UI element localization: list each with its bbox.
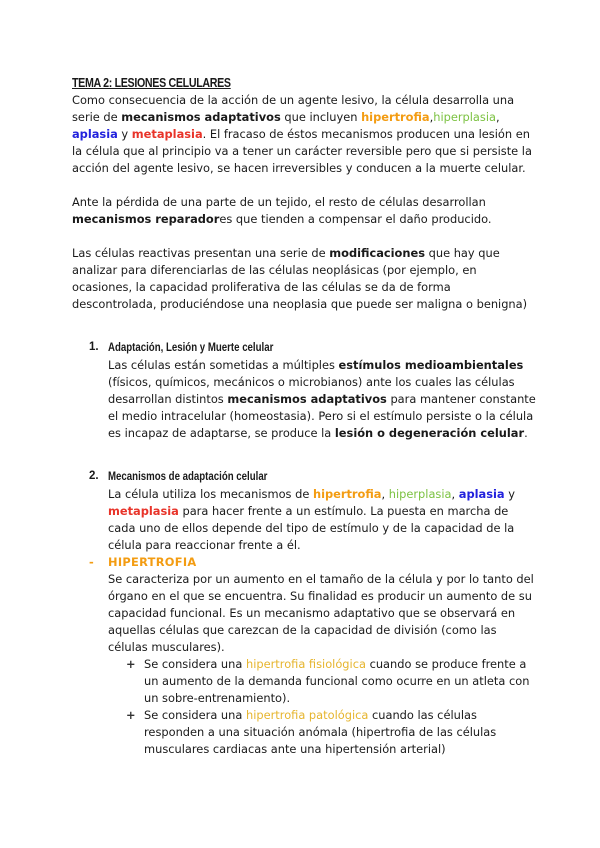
text: . El fracaso de éstos mecanismos producen una lesión en la célula que al principio va a tener un carácter reversible pero que si persiste la acción del agente lesivo, se hacen irreversibles y conducen a la muerte celular. — [72, 127, 532, 175]
section-number: 1. — [89, 341, 99, 353]
term-hiperplasia: hiperplasia — [433, 110, 496, 124]
text: cuando se produce frente a un aumento de la demanda funcional como ocurre en un atleta con un sobre-entrenamiento). — [144, 657, 530, 705]
text: , — [381, 487, 389, 501]
bullet-fisiologica — [108, 656, 537, 707]
term-aplasia: aplasia — [72, 127, 118, 141]
text: y — [504, 487, 515, 501]
text: para hacer frente a un estímulo. La puesta en marcha de cada uno de ellos depende del tipo de estímulo y de la capacidad de la célula para reaccionar frente a él. — [108, 504, 515, 552]
section-1-body — [108, 357, 537, 442]
text: Las células están sometidas a múltiples — [108, 358, 339, 372]
term-hipertrofia: hipertrofia — [312, 487, 382, 501]
text: (físicos, químicos, mecánicos o microbianos) ante los cuales las células desarrollan distintos — [108, 375, 515, 406]
subsection-body: Se caracteriza por un aumento en el tamaño de la célula y por lo tanto del órgano en el que se encuentra. Su finalidad es producir un aumento de su capacidad funcional. Es un mecanismo adaptativo que se observará en aquellas células que carezcan de la capacidad de división (como las células musculares). — [108, 572, 534, 654]
term-hiperplasia: hiperplasia — [388, 487, 452, 501]
title-line — [72, 74, 537, 92]
section-1 — [72, 339, 537, 442]
bullet-patologica — [108, 707, 537, 758]
text: cuando las células responden a una situación anómala (hipertrofia de las células musculares cardiacas ante una hipertensión arterial) — [144, 708, 497, 756]
highlight-term: hipertrofia fisiológica — [245, 657, 366, 671]
bold-term: modificaciones — [329, 246, 425, 260]
text: , — [429, 110, 434, 124]
text: , — [451, 487, 459, 501]
term-hipertrofia: hipertrofia — [361, 110, 430, 124]
text: Se considera una — [144, 657, 246, 671]
term-metaplasia: metaplasia — [108, 504, 179, 518]
highlight-term: hipertrofia patológica — [245, 708, 369, 722]
text: Las células reactivas presentan una serie de — [72, 246, 330, 260]
text: Se considera una — [144, 708, 246, 722]
bold-term: mecanismos adaptativos — [227, 392, 387, 406]
dash-marker: - — [89, 555, 94, 569]
term-aplasia: aplasia — [458, 487, 505, 501]
bold-term: estímulos medioambientales — [338, 358, 524, 372]
bullet-text — [144, 656, 537, 707]
bold-term: mecanismos reparador — [72, 212, 220, 226]
plus-marker: + — [126, 708, 136, 722]
document-page — [72, 74, 537, 758]
bullet-text — [144, 707, 537, 758]
bold-term: lesión o degeneración celular — [334, 426, 525, 440]
text: La célula utiliza los mecanismos de — [108, 487, 313, 501]
section-heading: Mecanismos de adaptación celular — [108, 471, 268, 483]
document-title: TEMA 2: LESIONES CELULARES — [72, 75, 231, 90]
reactive-paragraph — [72, 245, 537, 313]
text: . — [524, 426, 528, 440]
repair-paragraph — [72, 194, 537, 228]
bold-term: mecanismos adaptativos — [121, 110, 281, 124]
text: que hay que analizar para diferenciarlas de las células neoplásicas (por ejemplo, en ocasiones, la capacidad proliferativa de las células se da de forma descontrolada, produciéndose una neoplasia que puede ser maligna o benigna) — [72, 246, 528, 311]
text: y — [117, 127, 132, 141]
section-2 — [72, 468, 537, 758]
text: , — [496, 110, 500, 124]
subsection-heading: HIPERTROFIA — [108, 555, 197, 569]
intro-paragraph — [72, 92, 537, 177]
text: para mantener constante el medio intracelular (homeostasia). Pero si el estímulo persiste o la célula es incapaz de adaptarse, se produce la — [108, 392, 536, 440]
text: Ante la pérdida de una parte de un tejido, el resto de células desarrollan — [72, 195, 486, 209]
section-2-body — [108, 486, 537, 554]
hipertrofia-subsection — [72, 554, 537, 758]
term-metaplasia: metaplasia — [131, 127, 203, 141]
section-number: 2. — [89, 470, 99, 482]
text: que incluyen — [280, 110, 362, 124]
text: Como consecuencia de la acción de un agente lesivo, la célula desarrolla una serie de — [72, 93, 515, 124]
text: es que tienden a compensar el daño producido. — [219, 212, 492, 226]
section-heading: Adaptación, Lesión y Muerte celular — [108, 342, 274, 354]
plus-marker: + — [126, 657, 136, 671]
